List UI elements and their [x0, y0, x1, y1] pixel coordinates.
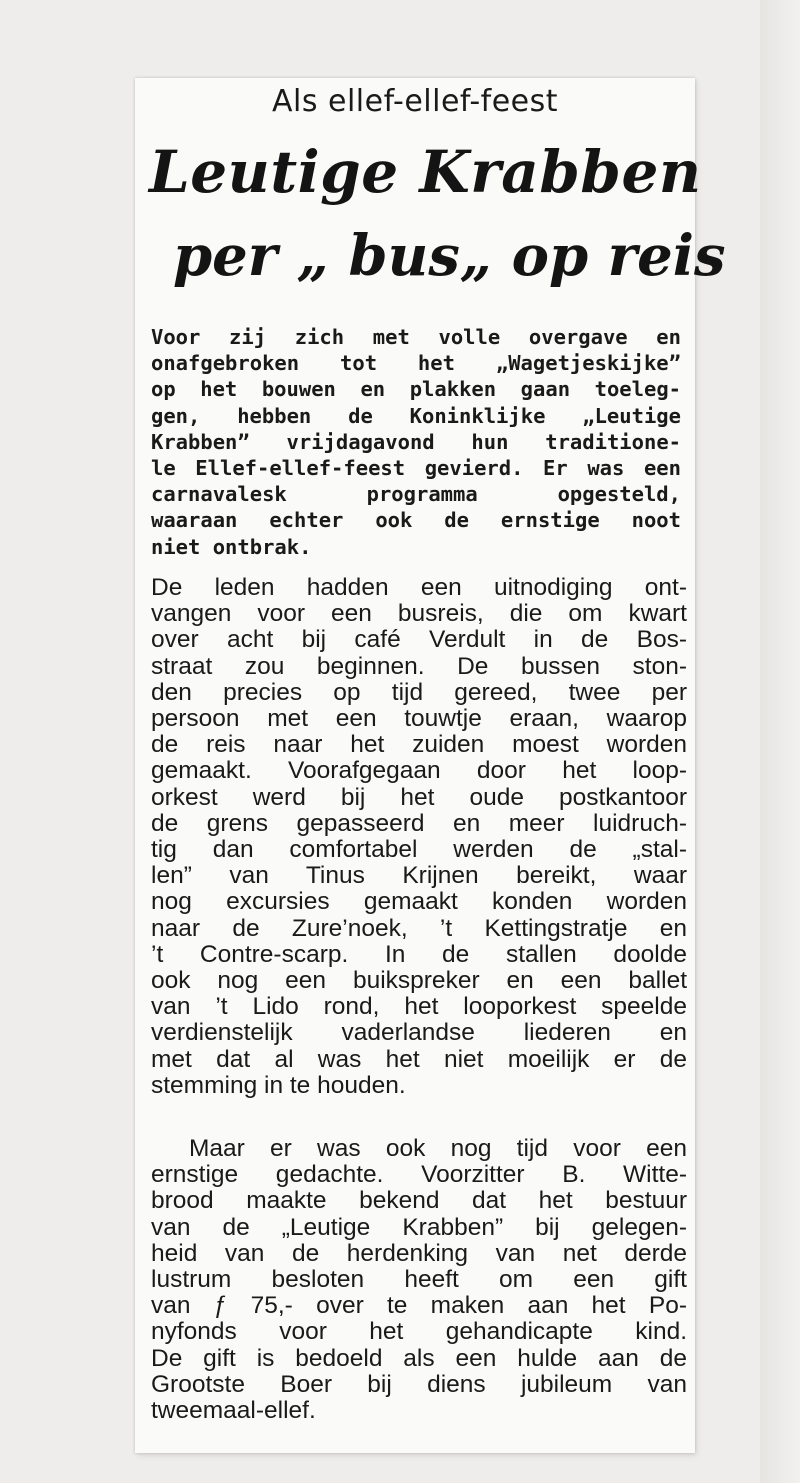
paragraph-line: nyfonds voor het gehandicapte kind.: [151, 1318, 687, 1346]
lead-line: op het bouwen en plakken gaan toeleg-: [151, 377, 681, 402]
paragraph-line: de reis naar het zuiden moest worden: [151, 731, 687, 759]
newspaper-clipping: [135, 78, 726, 1453]
lead-line: Voor zij zich met volle overgave en: [151, 325, 681, 349]
paragraph-line: orkest werd bij het oude postkantoor: [151, 783, 687, 811]
paragraph-line: heid van de herdenking van net derde: [151, 1239, 687, 1267]
paragraph-line: ’t Contre-scarp. In de stallen doolde: [151, 940, 687, 968]
lead-line: niet ontbrak.: [151, 534, 312, 559]
paragraph-line: tig dan comfortabel werden de „stal-: [151, 836, 687, 864]
lead-line: le Ellef-ellef-feest gevierd. Er was een: [151, 456, 681, 481]
headline-line-1: Leutige Krabben: [149, 138, 702, 206]
article-paragraph-1: [151, 575, 687, 1099]
paragraph-line: ernstige gedachte. Voorzitter B. Witte-: [151, 1161, 687, 1189]
paragraph-line: van ƒ 75,- over te maken aan het Po-: [151, 1292, 687, 1320]
article-lead: [151, 324, 681, 560]
paragraph-line: de grens gepasseerd en meer luidruch-: [151, 809, 687, 837]
lead-line: gen, hebben de Koninklijke „Leutige: [151, 403, 681, 428]
paragraph-line: De gift is bedoeld als een hulde aan de: [151, 1344, 687, 1372]
paragraph-line: Grootste Boer bij diens jubileum van: [151, 1370, 687, 1398]
paragraph-line: vangen voor een busreis, die om kwart: [151, 600, 687, 628]
paragraph-line: straat zou beginnen. De bussen ston-: [151, 652, 687, 680]
paragraph-line: Maar er was ook nog tijd voor een: [189, 1135, 687, 1162]
background-edge: [760, 0, 800, 1483]
paragraph-line: met dat al was het niet moeilijk er de: [151, 1045, 687, 1073]
paragraph-line: ook nog een buikspreker en een ballet: [151, 967, 687, 995]
lead-line: Krabben” vrijdagavond hun traditione-: [151, 429, 681, 454]
paragraph-line: verdienstelijk vaderlandse liederen en: [151, 1019, 687, 1047]
paragraph-line: brood maakte bekend dat het bestuur: [151, 1187, 687, 1215]
paragraph-line: gemaakt. Voorafgegaan door het loop-: [151, 757, 687, 785]
paragraph-line: over acht bij café Verdult in de Bos-: [151, 626, 687, 654]
paragraph-line: van ’t Lido rond, het looporkest speelde: [151, 993, 687, 1021]
paragraph-line: persoon met een touwtje eraan, waarop: [151, 705, 687, 733]
paragraph-line: van de „Leutige Krabben” bij gelegen-: [151, 1213, 687, 1241]
headline-line-2: per „ bus„ op reis: [173, 223, 726, 289]
article-kicker: Als ellef-ellef-feest: [271, 84, 559, 119]
lead-line: onafgebroken tot het „Wagetjeskijke”: [151, 351, 681, 376]
paragraph-line: tweemaal-ellef.: [151, 1397, 316, 1425]
lead-line: waaraan echter ook de ernstige noot: [151, 508, 681, 533]
article-paragraph-2: [151, 1136, 687, 1424]
paragraph-line: len” van Tinus Krijnen bereikt, waar: [151, 862, 687, 890]
paragraph-line: naar de Zure’noek, ’t Kettingstratje en: [151, 914, 687, 942]
paragraph-line: De leden hadden een uitnodiging ont-: [151, 574, 687, 601]
paragraph-line: nog excursies gemaakt konden worden: [151, 888, 687, 916]
paragraph-line: lustrum besloten heeft om een gift: [151, 1266, 687, 1294]
paragraph-line: den precies op tijd gereed, twee per: [151, 678, 687, 706]
lead-line: carnavalesk programma opgesteld,: [151, 482, 681, 507]
paragraph-line: stemming in te houden.: [151, 1071, 406, 1099]
